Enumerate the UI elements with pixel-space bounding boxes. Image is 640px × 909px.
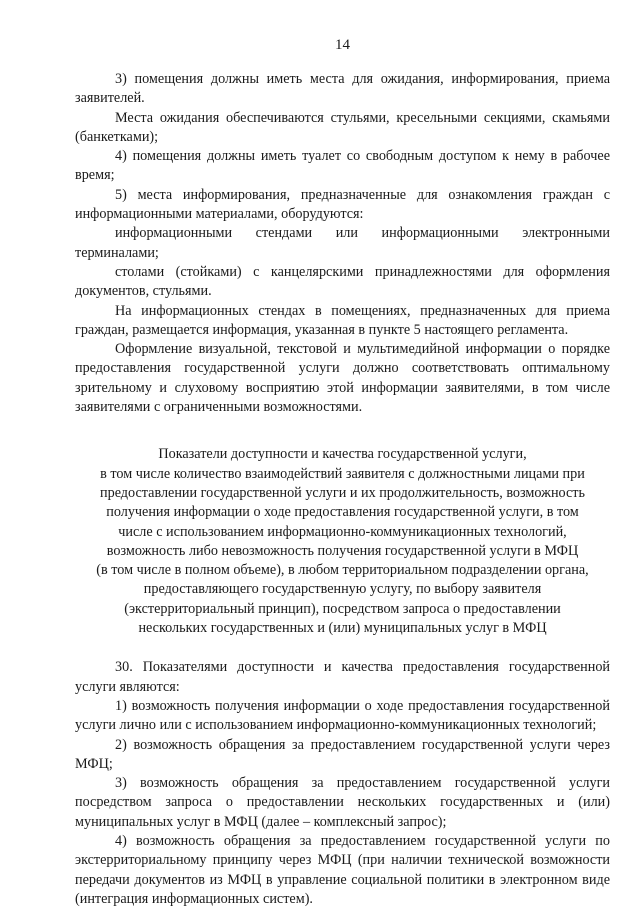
heading-line: предоставляющего государственную услугу, по выбору заявителя (143, 581, 542, 598)
paragraph: 1) возможность получения информации о ходе предоставления государственной услуги лично или с использованием информационно-коммуникационных технологий; (75, 697, 610, 734)
heading-line: числе с использованием информационно-коммуникационных технологий, (118, 523, 567, 540)
section-accessibility-indicators (75, 658, 610, 909)
paragraph: 5) места информирования, предназначенные для ознакомления граждан с информационными материалами, оборудуются: (75, 186, 610, 223)
heading-line: (в том числе в полном объеме), в любом территориальном подразделении органа, (96, 562, 589, 579)
paragraph: 30. Показателями доступности и качества предоставления государственной услуги являются: (75, 659, 610, 695)
heading-line: (экстерриториальный принцип), посредством запроса о предоставлении (124, 600, 561, 617)
page-number: 14 (335, 37, 350, 53)
paragraph: столами (стойками) с канцелярскими принадлежностями для оформления документов, стульями. (75, 263, 610, 300)
heading-line: получения информации о ходе предоставления государственной услуги, в том (106, 504, 579, 521)
paragraph: На информационных стендах в помещениях, предназначенных для приема граждан, размещается информация, указанная в пункте 5 настоящего регламента. (75, 302, 610, 338)
paragraph: информационными стендами или информационными электронными терминалами; (75, 225, 610, 261)
spacer (75, 417, 610, 445)
heading-line: возможность либо невозможность получения государственной услуги в МФЦ (106, 542, 579, 559)
paragraph: Оформление визуальной, текстовой и мультимедийной информации о порядке предоставления государственной услуги должно соответствовать оптимальному зрительному и слуховому восприятию этой информации заявителями, в том числе заявителями с ограниченными возможностями. (75, 341, 610, 416)
paragraph: 3) помещения должны иметь места для ожидания, информирования, приема заявителей. (75, 71, 610, 107)
heading-line: в том числе количество взаимодействий заявителя с должностными лицами при (100, 465, 585, 482)
heading-line: предоставлении государственной услуги и их продолжительность, возможность (100, 484, 585, 501)
paragraph: 4) помещения должны иметь туалет со свободным доступом к нему в рабочее время; (75, 148, 610, 184)
heading-line: нескольких государственных и (или) муниципальных услуг в МФЦ (138, 620, 547, 637)
section-premises-requirements (75, 70, 610, 417)
paragraph: Места ожидания обеспечиваются стульями, кресельными секциями, скамьями (банкетками); (75, 109, 610, 145)
section-heading (75, 445, 610, 638)
paragraph: 4) возможность обращения за предоставлением государственной услуги по экстерриториальному принципу через МФЦ (при наличии технической возможности передачи документов из МФЦ в управление социальной политики в электронном виде (интеграция информационных систем). (75, 832, 610, 907)
spacer (75, 638, 610, 658)
document-page (75, 36, 610, 909)
heading-line: Показатели доступности и качества государственной услуги, (158, 446, 527, 463)
paragraph: 2) возможность обращения за предоставлением государственной услуги через МФЦ; (75, 736, 610, 772)
paragraph: 3) возможность обращения за предоставлением государственной услуги посредством запроса о предоставлении нескольких государственных и (или) муниципальных услуг в МФЦ (далее – комплексный запрос); (75, 775, 610, 830)
